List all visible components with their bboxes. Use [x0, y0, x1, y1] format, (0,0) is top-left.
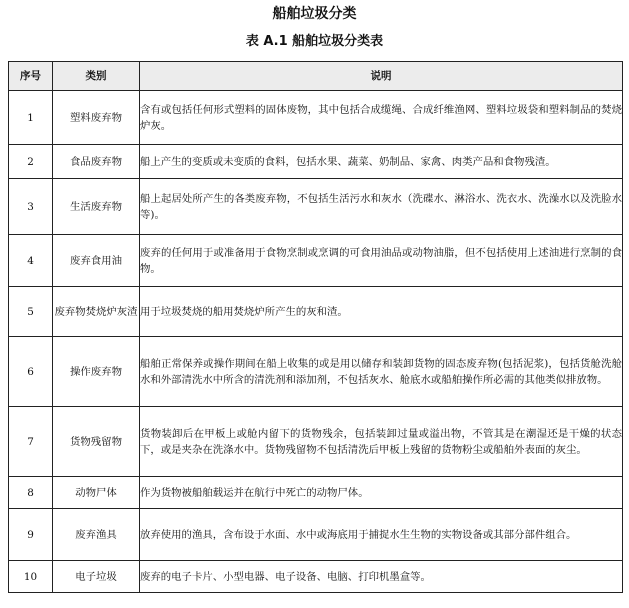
table-caption: 表 A.1 船舶垃圾分类表: [245, 34, 384, 49]
row-category: 操作废弃物: [53, 337, 140, 407]
table-row: [9, 407, 623, 477]
row-index: 5: [9, 287, 53, 337]
row-description: 放弃使用的渔具，含布设于水面、水中或海底用于捕捉水生生物的实物设备或其部分部件组合。: [140, 509, 623, 561]
row-description: 船舶正常保养或操作期间在船上收集的或是用以储存和装卸货物的固态废弃物(包括泥浆)，包括货舱洗舱水和外部清洗水中所含的清洗剂和添加剂，不包括灰水、舱底水或船舶操作所必需的其他类似排放物。: [140, 337, 623, 407]
row-index: 1: [9, 91, 53, 145]
row-category: 电子垃圾: [53, 561, 140, 593]
row-index: 10: [9, 561, 53, 593]
row-description: 船上产生的变质或未变质的食料，包括水果、蔬菜、奶制品、家禽、肉类产品和食物残渣。: [140, 145, 623, 179]
row-description: 作为货物被船舶载运并在航行中死亡的动物尸体。: [140, 477, 623, 509]
row-category: 食品废弃物: [53, 145, 140, 179]
row-description: 废弃的任何用于或准备用于食物烹制或烹调的可食用油品或动物油脂，但不包括使用上述油进行烹制的食物。: [140, 235, 623, 287]
row-category: 废弃物焚烧炉灰渣: [53, 287, 140, 337]
row-category: 废弃食用油: [53, 235, 140, 287]
row-index: 9: [9, 509, 53, 561]
table-row: [9, 145, 623, 179]
row-index: 7: [9, 407, 53, 477]
row-index: 3: [9, 179, 53, 235]
row-description: 船上起居处所产生的各类废弃物，不包括生活污水和灰水（洗碟水、淋浴水、洗衣水、洗澡水以及洗脸水等)。: [140, 179, 623, 235]
row-index: 2: [9, 145, 53, 179]
document-title: 船舶垃圾分类: [272, 6, 357, 22]
row-description: 含有或包括任何形式塑料的固体废物，其中包括合成缆绳、合成纤维渔网、塑料垃圾袋和塑料制品的焚烧炉灰。: [140, 91, 623, 145]
table-row: [9, 561, 623, 593]
row-description: 用于垃圾焚烧的船用焚烧炉所产生的灰和渣。: [140, 287, 623, 337]
row-category: 塑料废弃物: [53, 91, 140, 145]
header-index: 序号: [9, 62, 53, 91]
row-category: 货物残留物: [53, 407, 140, 477]
table-row: [9, 235, 623, 287]
row-category: 废弃渔具: [53, 509, 140, 561]
table-row: [9, 509, 623, 561]
row-category: 动物尸体: [53, 477, 140, 509]
header-category: 类别: [53, 62, 140, 91]
table-row: [9, 287, 623, 337]
table-row: [9, 477, 623, 509]
row-index: 4: [9, 235, 53, 287]
row-description: 货物装卸后在甲板上或舱内留下的货物残余，包括装卸过量或溢出物，不管其是在潮湿还是干燥的状态下，或是夹杂在洗涤水中。货物残留物不包括清洗后甲板上残留的货物粉尘或船舶外表面的灰尘。: [140, 407, 623, 477]
table-row: [9, 337, 623, 407]
row-description: 废弃的电子卡片、小型电器、电子设备、电脑、打印机墨盒等。: [140, 561, 623, 593]
table-header-row: [9, 62, 623, 91]
row-category: 生活废弃物: [53, 179, 140, 235]
row-index: 8: [9, 477, 53, 509]
row-index: 6: [9, 337, 53, 407]
waste-classification-table: [8, 61, 623, 593]
table-row: [9, 179, 623, 235]
header-description: 说明: [140, 62, 623, 91]
table-row: [9, 91, 623, 145]
